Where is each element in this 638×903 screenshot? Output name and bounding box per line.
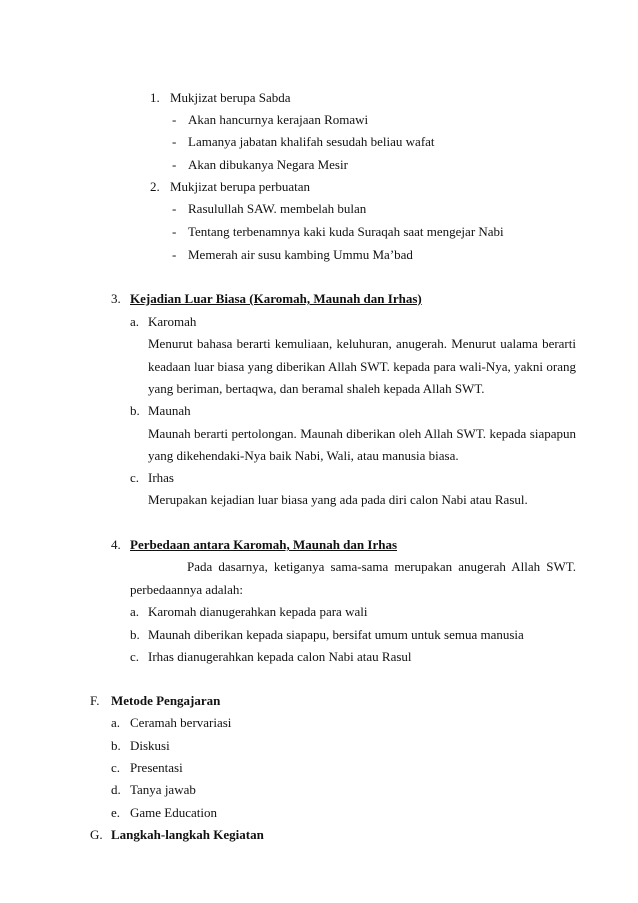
section-letter: G.: [90, 827, 103, 842]
list-item: Tanya jawab: [130, 782, 196, 797]
list-item-title: Mukjizat berupa perbuatan: [170, 179, 311, 194]
dash-bullet: -: [172, 134, 177, 149]
list-item: Irhas dianugerahkan kepada calon Nabi atau Rasul: [148, 649, 412, 664]
sub-letter: c.: [130, 470, 140, 485]
list-item: Akan dibukanya Negara Mesir: [188, 157, 348, 172]
paragraph-line: keadaan luar biasa yang diberikan Allah SWT. kepada para wali-Nya, yakni orang: [148, 359, 576, 374]
list-item: Game Education: [130, 805, 217, 820]
sub-letter: e.: [111, 805, 121, 820]
section-heading: Perbedaan antara Karomah, Maunah dan Irhas: [130, 537, 398, 552]
list-item: Maunah diberikan kepada siapapu, bersifat umum untuk semua manusia: [148, 627, 524, 642]
list-number: 1.: [150, 90, 160, 105]
section-letter: F.: [90, 693, 100, 708]
section-number: 3.: [111, 291, 121, 306]
list-item: Karomah dianugerahkan kepada para wali: [148, 604, 368, 619]
sub-letter: d.: [111, 782, 121, 797]
sub-letter: b.: [130, 627, 140, 642]
paragraph-line: yang beriman, bertaqwa, dan beramal shaleh kepada Allah SWT.: [148, 381, 485, 396]
section-heading: Metode Pengajaran: [111, 693, 221, 708]
dash-bullet: -: [172, 112, 177, 127]
list-item: Diskusi: [130, 738, 170, 753]
sub-title: Maunah: [148, 403, 191, 418]
sub-title: Irhas: [148, 470, 174, 485]
sub-letter: b.: [130, 403, 140, 418]
dash-bullet: -: [172, 247, 177, 262]
dash-bullet: -: [172, 224, 177, 239]
list-item: Presentasi: [130, 760, 183, 775]
paragraph-line: Pada dasarnya, ketiganya sama-sama merupakan anugerah Allah SWT.: [187, 559, 576, 574]
paragraph-line: perbedaannya adalah:: [130, 582, 243, 597]
sub-letter: a.: [130, 604, 140, 619]
sub-letter: a.: [130, 314, 140, 329]
section-number: 4.: [111, 537, 121, 552]
list-item: Rasulullah SAW. membelah bulan: [188, 201, 367, 216]
sub-letter: a.: [111, 715, 121, 730]
list-item: Ceramah bervariasi: [130, 715, 232, 730]
paragraph-line: Menurut bahasa berarti kemuliaan, keluhuran, anugerah. Menurut ualama berarti: [148, 336, 576, 351]
sub-title: Karomah: [148, 314, 197, 329]
section-heading: Kejadian Luar Biasa (Karomah, Maunah dan Irhas): [130, 291, 422, 306]
list-number: 2.: [150, 179, 160, 194]
sub-letter: b.: [111, 738, 121, 753]
sub-letter: c.: [130, 649, 140, 664]
list-item: Tentang terbenamnya kaki kuda Suraqah saat mengejar Nabi: [188, 224, 504, 239]
list-item: Memerah air susu kambing Ummu Ma’bad: [188, 247, 413, 262]
sub-letter: c.: [111, 760, 121, 775]
paragraph-line: Merupakan kejadian luar biasa yang ada pada diri calon Nabi atau Rasul.: [148, 492, 528, 507]
dash-bullet: -: [172, 157, 177, 172]
paragraph-line: Maunah berarti pertolongan. Maunah diberikan oleh Allah SWT. kepada siapapun: [148, 426, 576, 441]
dash-bullet: -: [172, 201, 177, 216]
list-item: Akan hancurnya kerajaan Romawi: [188, 112, 369, 127]
section-heading: Langkah-langkah Kegiatan: [111, 827, 264, 842]
paragraph-line: yang dikehendaki-Nya baik Nabi, Wali, atau manusia biasa.: [148, 448, 459, 463]
list-item-title: Mukjizat berupa Sabda: [170, 90, 291, 105]
list-item: Lamanya jabatan khalifah sesudah beliau wafat: [188, 134, 435, 149]
